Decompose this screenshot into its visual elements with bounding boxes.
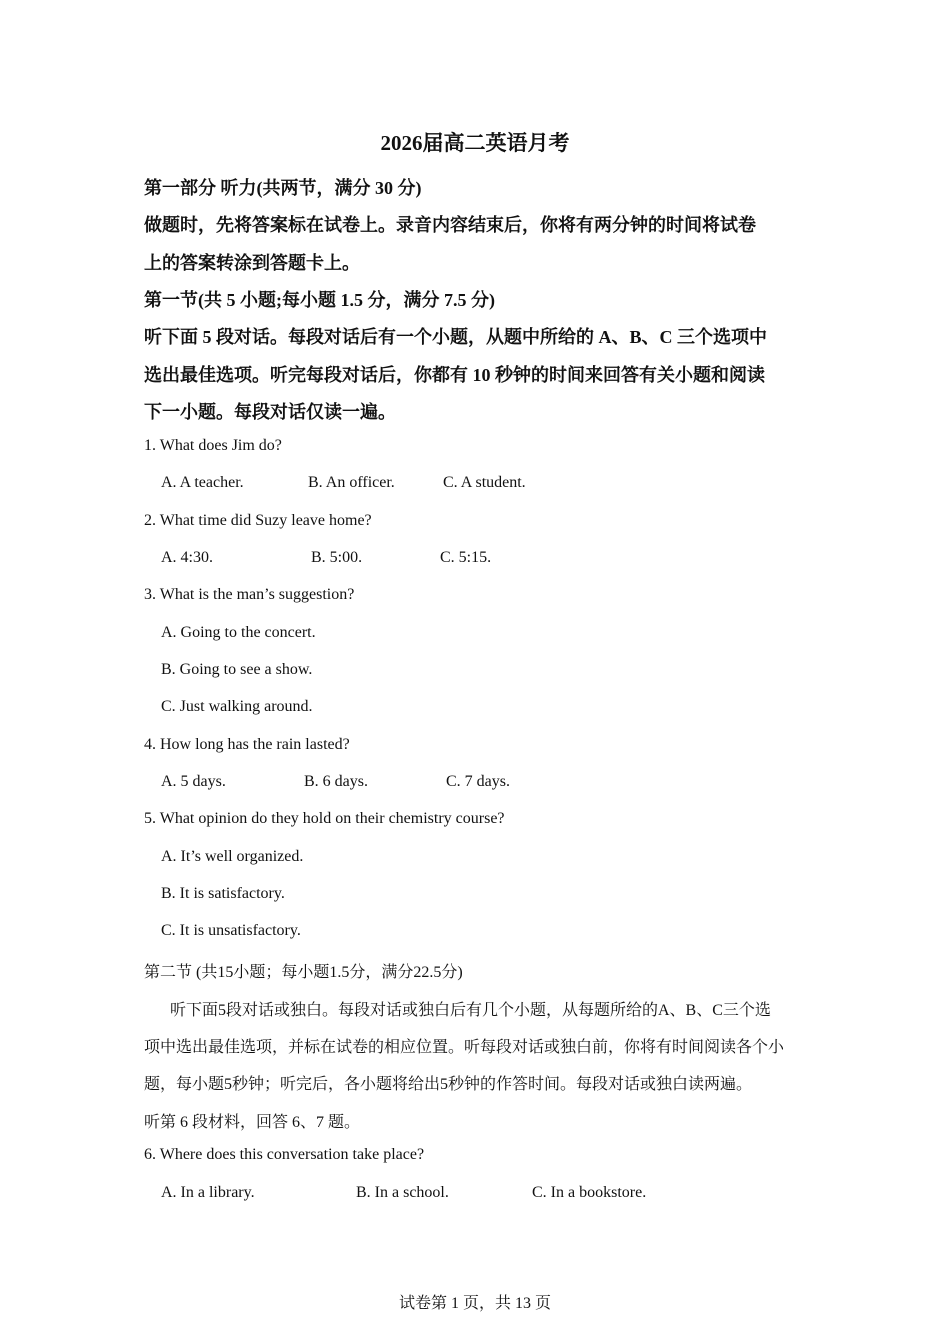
section2-instruction-line3: 题，每小题5秒钟；听完后，各小题将给出5秒钟的作答时间。每段对话或独白读两遍。	[144, 1076, 753, 1093]
q5-option-b: B. It is satisfactory.	[161, 885, 285, 902]
q6-option-c: C. In a bookstore.	[532, 1184, 647, 1201]
section1-instruction-line1: 听下面 5 段对话。每段对话后有一个小题，从题中所给的 A、B、C 三个选项中	[144, 327, 768, 347]
question-5: 5. What opinion do they hold on their chemistry course?	[144, 810, 505, 827]
q3-option-a: A. Going to the concert.	[161, 624, 316, 641]
q5-option-c: C. It is unsatisfactory.	[161, 922, 301, 939]
page-footer: 试卷第 1 页，共 13 页	[398, 1295, 551, 1312]
q2-option-a: A. 4:30.	[161, 549, 213, 566]
q6-option-b: B. In a school.	[356, 1184, 449, 1201]
q4-option-b: B. 6 days.	[304, 773, 368, 790]
q2-option-b: B. 5:00.	[311, 549, 363, 566]
q2-option-c: C. 5:15.	[440, 549, 492, 566]
question-2: 2. What time did Suzy leave home?	[144, 512, 372, 529]
q1-option-c: C. A student.	[443, 474, 526, 491]
question-6: 6. Where does this conversation take place?	[144, 1146, 425, 1163]
material-6-note: 听第 6 段材料，回答 6、7 题。	[144, 1114, 361, 1131]
part1-heading: 第一部分 听力(共两节，满分 30 分)	[144, 178, 422, 198]
q5-option-a: A. It’s well organized.	[161, 848, 304, 865]
exam-title: 2026届高二英语月考	[380, 131, 570, 155]
q3-option-c: C. Just walking around.	[161, 698, 313, 715]
section2-instruction-line1: 听下面5段对话或独白。每段对话或独白后有几个小题，从每题所给的A、B、C三个选	[170, 1002, 771, 1019]
section1-instruction-line3: 下一小题。每段对话仅读一遍。	[144, 402, 396, 422]
q4-option-c: C. 7 days.	[446, 773, 510, 790]
section1-heading: 第一节(共 5 小题;每小题 1.5 分，满分 7.5 分)	[144, 290, 495, 310]
part1-instruction-line2: 上的答案转涂到答题卡上。	[144, 253, 360, 273]
question-1: 1. What does Jim do?	[144, 437, 282, 454]
section2-heading: 第二节 (共15小题；每小题1.5分，满分22.5分)	[144, 964, 463, 981]
q4-option-a: A. 5 days.	[161, 773, 226, 790]
question-3: 3. What is the man’s suggestion?	[144, 586, 355, 603]
section2-instruction-line2: 项中选出最佳选项，并标在试卷的相应位置。听每段对话或独白前，你将有时间阅读各个小	[144, 1039, 785, 1056]
q3-option-b: B. Going to see a show.	[161, 661, 313, 678]
q1-option-a: A. A teacher.	[161, 474, 244, 491]
q1-option-b: B. An officer.	[308, 474, 395, 491]
section1-instruction-line2: 选出最佳选项。听完每段对话后，你都有 10 秒钟的时间来回答有关小题和阅读	[144, 365, 765, 385]
question-4: 4. How long has the rain lasted?	[144, 736, 350, 753]
q6-option-a: A. In a library.	[161, 1184, 255, 1201]
part1-instruction-line1: 做题时，先将答案标在试卷上。录音内容结束后，你将有两分钟的时间将试卷	[144, 215, 756, 235]
